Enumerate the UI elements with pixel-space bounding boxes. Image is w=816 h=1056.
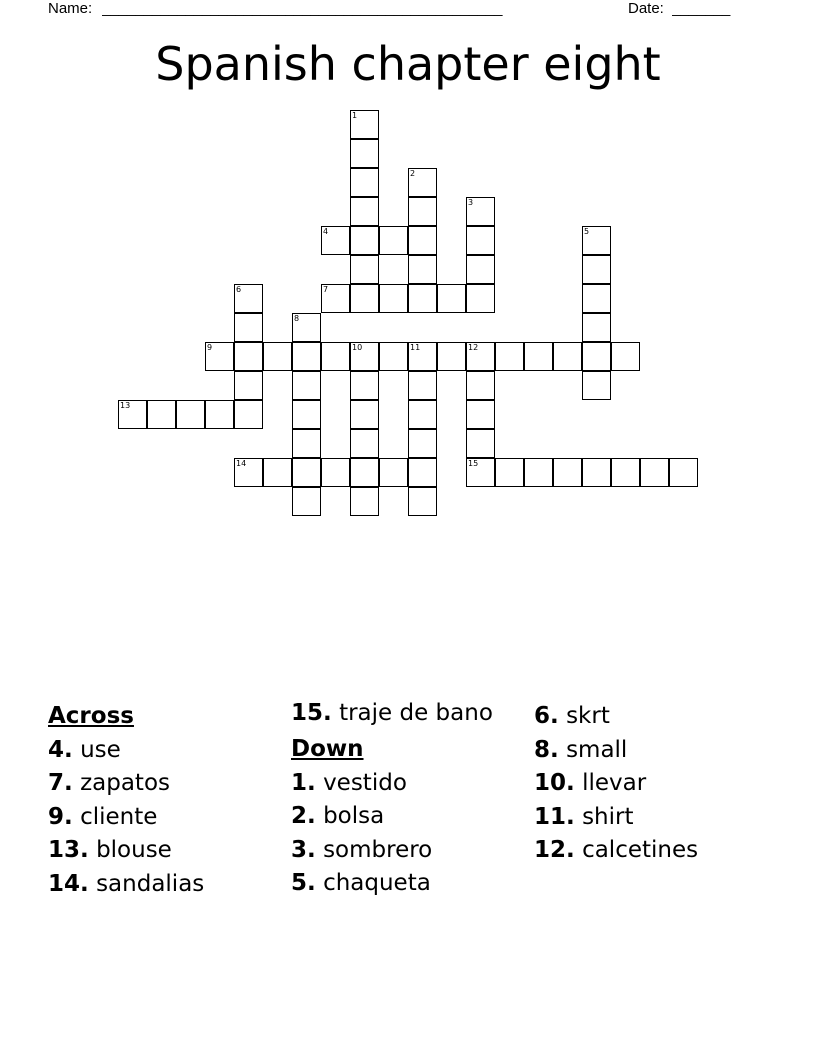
grid-cell[interactable]: [495, 458, 524, 487]
grid-cell[interactable]: [350, 110, 379, 139]
clue-number: 12: [468, 343, 479, 352]
clue-across-15: 15. traje de bano: [291, 700, 493, 726]
grid-cell[interactable]: [292, 313, 321, 342]
name-line[interactable]: ________________________________________________: [102, 0, 503, 17]
grid-cell[interactable]: [466, 226, 495, 255]
grid-cell[interactable]: [350, 226, 379, 255]
grid-cell[interactable]: [350, 371, 379, 400]
grid-cell[interactable]: [234, 371, 263, 400]
grid-cell[interactable]: [176, 400, 205, 429]
clue-number: 14: [236, 459, 247, 468]
grid-cell[interactable]: [292, 342, 321, 371]
grid-cell[interactable]: [582, 255, 611, 284]
grid-cell[interactable]: [466, 429, 495, 458]
clue-number: 5: [584, 227, 590, 236]
grid-cell[interactable]: [205, 342, 234, 371]
grid-cell[interactable]: [292, 458, 321, 487]
grid-cell[interactable]: [263, 458, 292, 487]
grid-cell[interactable]: [350, 139, 379, 168]
date-label: Date:: [628, 0, 664, 17]
name-label: Name:: [48, 0, 93, 17]
clue-number: 4: [323, 227, 329, 236]
grid-cell[interactable]: [408, 226, 437, 255]
grid-cell[interactable]: [437, 342, 466, 371]
clue-down-11: 11. shirt: [534, 803, 634, 830]
grid-cell[interactable]: [437, 284, 466, 313]
clue-down-2: 2. bolsa: [291, 803, 385, 829]
clue-number: 9: [207, 343, 213, 352]
clue-number: 1: [352, 111, 358, 120]
grid-cell[interactable]: [350, 255, 379, 284]
clue-across-9: 9. cliente: [48, 803, 158, 830]
grid-cell[interactable]: [234, 458, 263, 487]
grid-cell[interactable]: [524, 458, 553, 487]
across-heading: Across: [48, 703, 134, 729]
grid-cell[interactable]: [292, 487, 321, 516]
clue-number: 3: [468, 198, 474, 207]
page-title: Spanish chapter eight: [155, 37, 661, 91]
grid-cell[interactable]: [321, 284, 350, 313]
clue-down-1: 1. vestido: [291, 769, 407, 796]
clue-number: 2: [410, 169, 416, 178]
grid-cell[interactable]: [234, 400, 263, 429]
grid-cell[interactable]: [350, 342, 379, 371]
grid-cell[interactable]: [669, 458, 698, 487]
grid-cell[interactable]: [350, 487, 379, 516]
grid-cell[interactable]: [553, 342, 582, 371]
grid-cell[interactable]: [408, 284, 437, 313]
grid-cell[interactable]: [263, 342, 292, 371]
clue-down-5: 5. chaqueta: [291, 870, 431, 896]
grid-cell[interactable]: [408, 371, 437, 400]
grid-cell[interactable]: [408, 458, 437, 487]
grid-cell[interactable]: [350, 284, 379, 313]
clue-down-8: 8. small: [534, 736, 628, 763]
grid-cell[interactable]: [466, 371, 495, 400]
clue-number: 6: [236, 285, 242, 294]
grid-cell[interactable]: [408, 487, 437, 516]
grid-cell[interactable]: [350, 168, 379, 197]
grid-cell[interactable]: [147, 400, 176, 429]
clues-column-2: [291, 700, 521, 901]
grid-cell[interactable]: [408, 429, 437, 458]
grid-cell[interactable]: [234, 313, 263, 342]
grid-cell[interactable]: [379, 342, 408, 371]
grid-cell[interactable]: [118, 400, 147, 429]
clue-number: 15: [468, 459, 479, 468]
grid-cell[interactable]: [495, 342, 524, 371]
grid-cell[interactable]: [582, 342, 611, 371]
grid-cell[interactable]: [466, 255, 495, 284]
clues-column-3: [534, 700, 764, 868]
grid-cell[interactable]: [292, 429, 321, 458]
grid-cell[interactable]: [466, 342, 495, 371]
clues-column-1: [48, 700, 278, 901]
clue-down-12: 12. calcetines: [534, 837, 699, 863]
grid-cell[interactable]: [466, 197, 495, 226]
grid-cell[interactable]: [321, 342, 350, 371]
clue-across-4: 4. use: [48, 736, 121, 763]
clue-number: 7: [323, 285, 329, 294]
grid-cell[interactable]: [466, 400, 495, 429]
grid-cell[interactable]: [321, 226, 350, 255]
clue-down-10: 10. llevar: [534, 770, 647, 796]
grid-cell[interactable]: [582, 284, 611, 313]
grid-cell[interactable]: [379, 284, 408, 313]
grid-cell[interactable]: [350, 400, 379, 429]
grid-cell[interactable]: [408, 400, 437, 429]
grid-cell[interactable]: [292, 371, 321, 400]
clue-down-3: 3. sombrero: [291, 836, 433, 863]
down-heading: Down: [291, 736, 364, 762]
clue-across-13: 13. blouse: [48, 837, 172, 863]
grid-cell[interactable]: [379, 226, 408, 255]
grid-cell[interactable]: [321, 458, 350, 487]
grid-cell[interactable]: [292, 400, 321, 429]
date-line[interactable]: _______: [672, 0, 731, 17]
grid-cell[interactable]: [234, 284, 263, 313]
grid-cell[interactable]: [350, 197, 379, 226]
grid-cell[interactable]: [205, 400, 234, 429]
grid-cell[interactable]: [582, 313, 611, 342]
grid-cell[interactable]: [379, 458, 408, 487]
grid-cell[interactable]: [582, 371, 611, 400]
grid-cell[interactable]: [582, 458, 611, 487]
clue-number: 8: [294, 314, 300, 323]
grid-cell[interactable]: [408, 342, 437, 371]
grid-cell[interactable]: [524, 342, 553, 371]
grid-cell[interactable]: [350, 458, 379, 487]
grid-cell[interactable]: [466, 458, 495, 487]
clue-down-6: 6. skrt: [534, 703, 610, 729]
grid-cell[interactable]: [611, 342, 640, 371]
grid-cell[interactable]: [350, 429, 379, 458]
clue-across-14: 14. sandalias: [48, 870, 205, 897]
clue-number: 13: [120, 401, 131, 410]
grid-cell[interactable]: [582, 226, 611, 255]
grid-cell[interactable]: [553, 458, 582, 487]
clue-across-7: 7. zapatos: [48, 770, 170, 796]
grid-cell[interactable]: [408, 255, 437, 284]
grid-cell[interactable]: [234, 342, 263, 371]
grid-cell[interactable]: [640, 458, 669, 487]
clue-number: 11: [410, 343, 421, 352]
grid-cell[interactable]: [408, 168, 437, 197]
clue-number: 10: [352, 343, 363, 352]
grid-cell[interactable]: [408, 197, 437, 226]
grid-cell[interactable]: [611, 458, 640, 487]
grid-cell[interactable]: [466, 284, 495, 313]
